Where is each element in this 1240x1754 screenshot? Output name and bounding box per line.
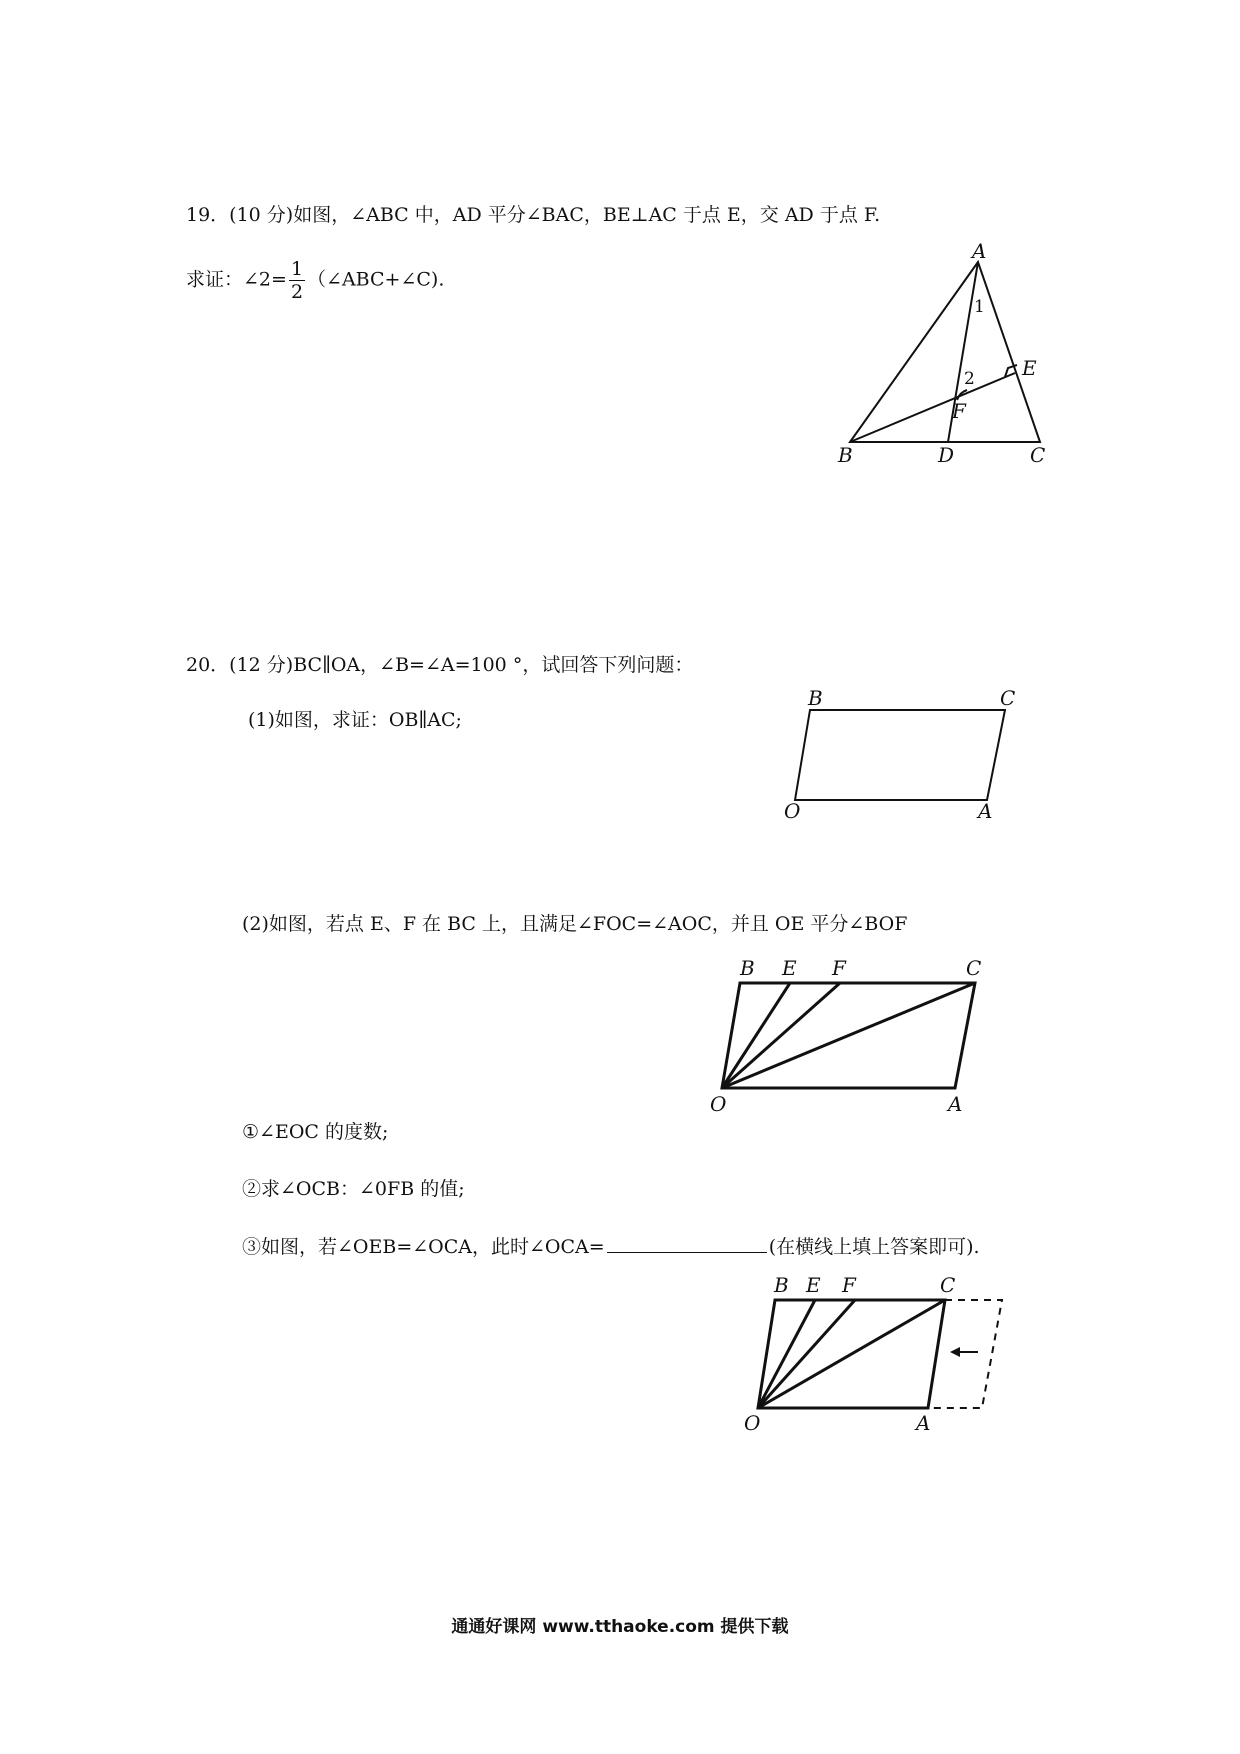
- fig1-label-c: C: [1000, 686, 1016, 710]
- fig1-label-a: A: [978, 799, 993, 823]
- parallelogram-figure-3: [730, 1270, 1020, 1440]
- triangle-abc: [850, 262, 1040, 442]
- dashed-original-position: [928, 1300, 1002, 1408]
- fig3-label-c: C: [940, 1273, 956, 1297]
- q19-prove-suffix: （∠ABC+∠C).: [307, 268, 445, 291]
- page-footer: 通通好课网 www.tthaoke.com 提供下载: [451, 1617, 789, 1637]
- label-b: B: [838, 443, 853, 467]
- fig2-label-a: A: [948, 1092, 963, 1116]
- q20-sub1: ①∠EOC 的度数;: [242, 1121, 389, 1143]
- fig2-label-o: O: [710, 1092, 727, 1116]
- q19-header: 19．(10 分)如图，∠ABC 中，AD 平分∠BAC，BE⊥AC 于点 E，交 AD 于点 F.: [186, 204, 881, 226]
- fig3-label-e: E: [806, 1273, 821, 1297]
- fig1-label-b: B: [808, 686, 823, 710]
- fig2-label-e: E: [782, 956, 797, 980]
- label-d: D: [938, 443, 955, 467]
- label-angle-2: 2: [964, 369, 975, 389]
- triangle-abc-figure: [830, 240, 1070, 480]
- q19-prove-prefix: 求证：∠2=: [186, 268, 287, 291]
- parallelogram-obca: [795, 710, 1005, 800]
- segment-oc: [722, 983, 975, 1088]
- fig2-label-b: B: [740, 956, 755, 980]
- label-angle-1: 1: [974, 297, 985, 317]
- half-fraction: [289, 258, 305, 303]
- fig3-label-b: B: [774, 1273, 789, 1297]
- fraction-denominator: 2: [290, 281, 304, 303]
- fig3-label-o: O: [744, 1411, 761, 1435]
- q20-part2: (2)如图，若点 E、F 在 BC 上，且满足∠FOC=∠AOC，并且 OE 平分∠BOF: [242, 913, 908, 935]
- parallelogram-figure-2: [700, 948, 1000, 1123]
- q20-header: 20．(12 分)BC∥OA，∠B=∠A=100 °，试回答下列问题：: [186, 654, 694, 676]
- q20-part1: (1)如图，求证：OB∥AC;: [248, 709, 462, 731]
- fig3-label-a: A: [916, 1411, 931, 1435]
- label-c: C: [1030, 443, 1046, 467]
- fig3-label-f: F: [842, 1273, 856, 1297]
- fraction-numerator: 1: [290, 258, 304, 280]
- q20-sub3: [242, 1234, 980, 1259]
- label-a: A: [972, 240, 987, 263]
- q20-sub3-prefix: ③如图，若∠OEB=∠OCA，此时∠OCA=: [242, 1236, 605, 1258]
- q20-sub3-suffix: (在横线上填上答案即可).: [768, 1236, 980, 1258]
- fig1-label-o: O: [784, 799, 801, 823]
- parallelogram-figure-1: [780, 685, 1030, 825]
- fig2-label-f: F: [832, 956, 846, 980]
- label-e: E: [1022, 356, 1037, 380]
- q19-prove-statement: [186, 258, 444, 303]
- arrow-head-icon: [950, 1347, 960, 1357]
- q20-sub2: ②求∠OCB：∠0FB 的值;: [242, 1178, 465, 1200]
- answer-blank[interactable]: [607, 1234, 767, 1253]
- fig2-label-c: C: [966, 956, 982, 980]
- label-f: F: [952, 399, 966, 423]
